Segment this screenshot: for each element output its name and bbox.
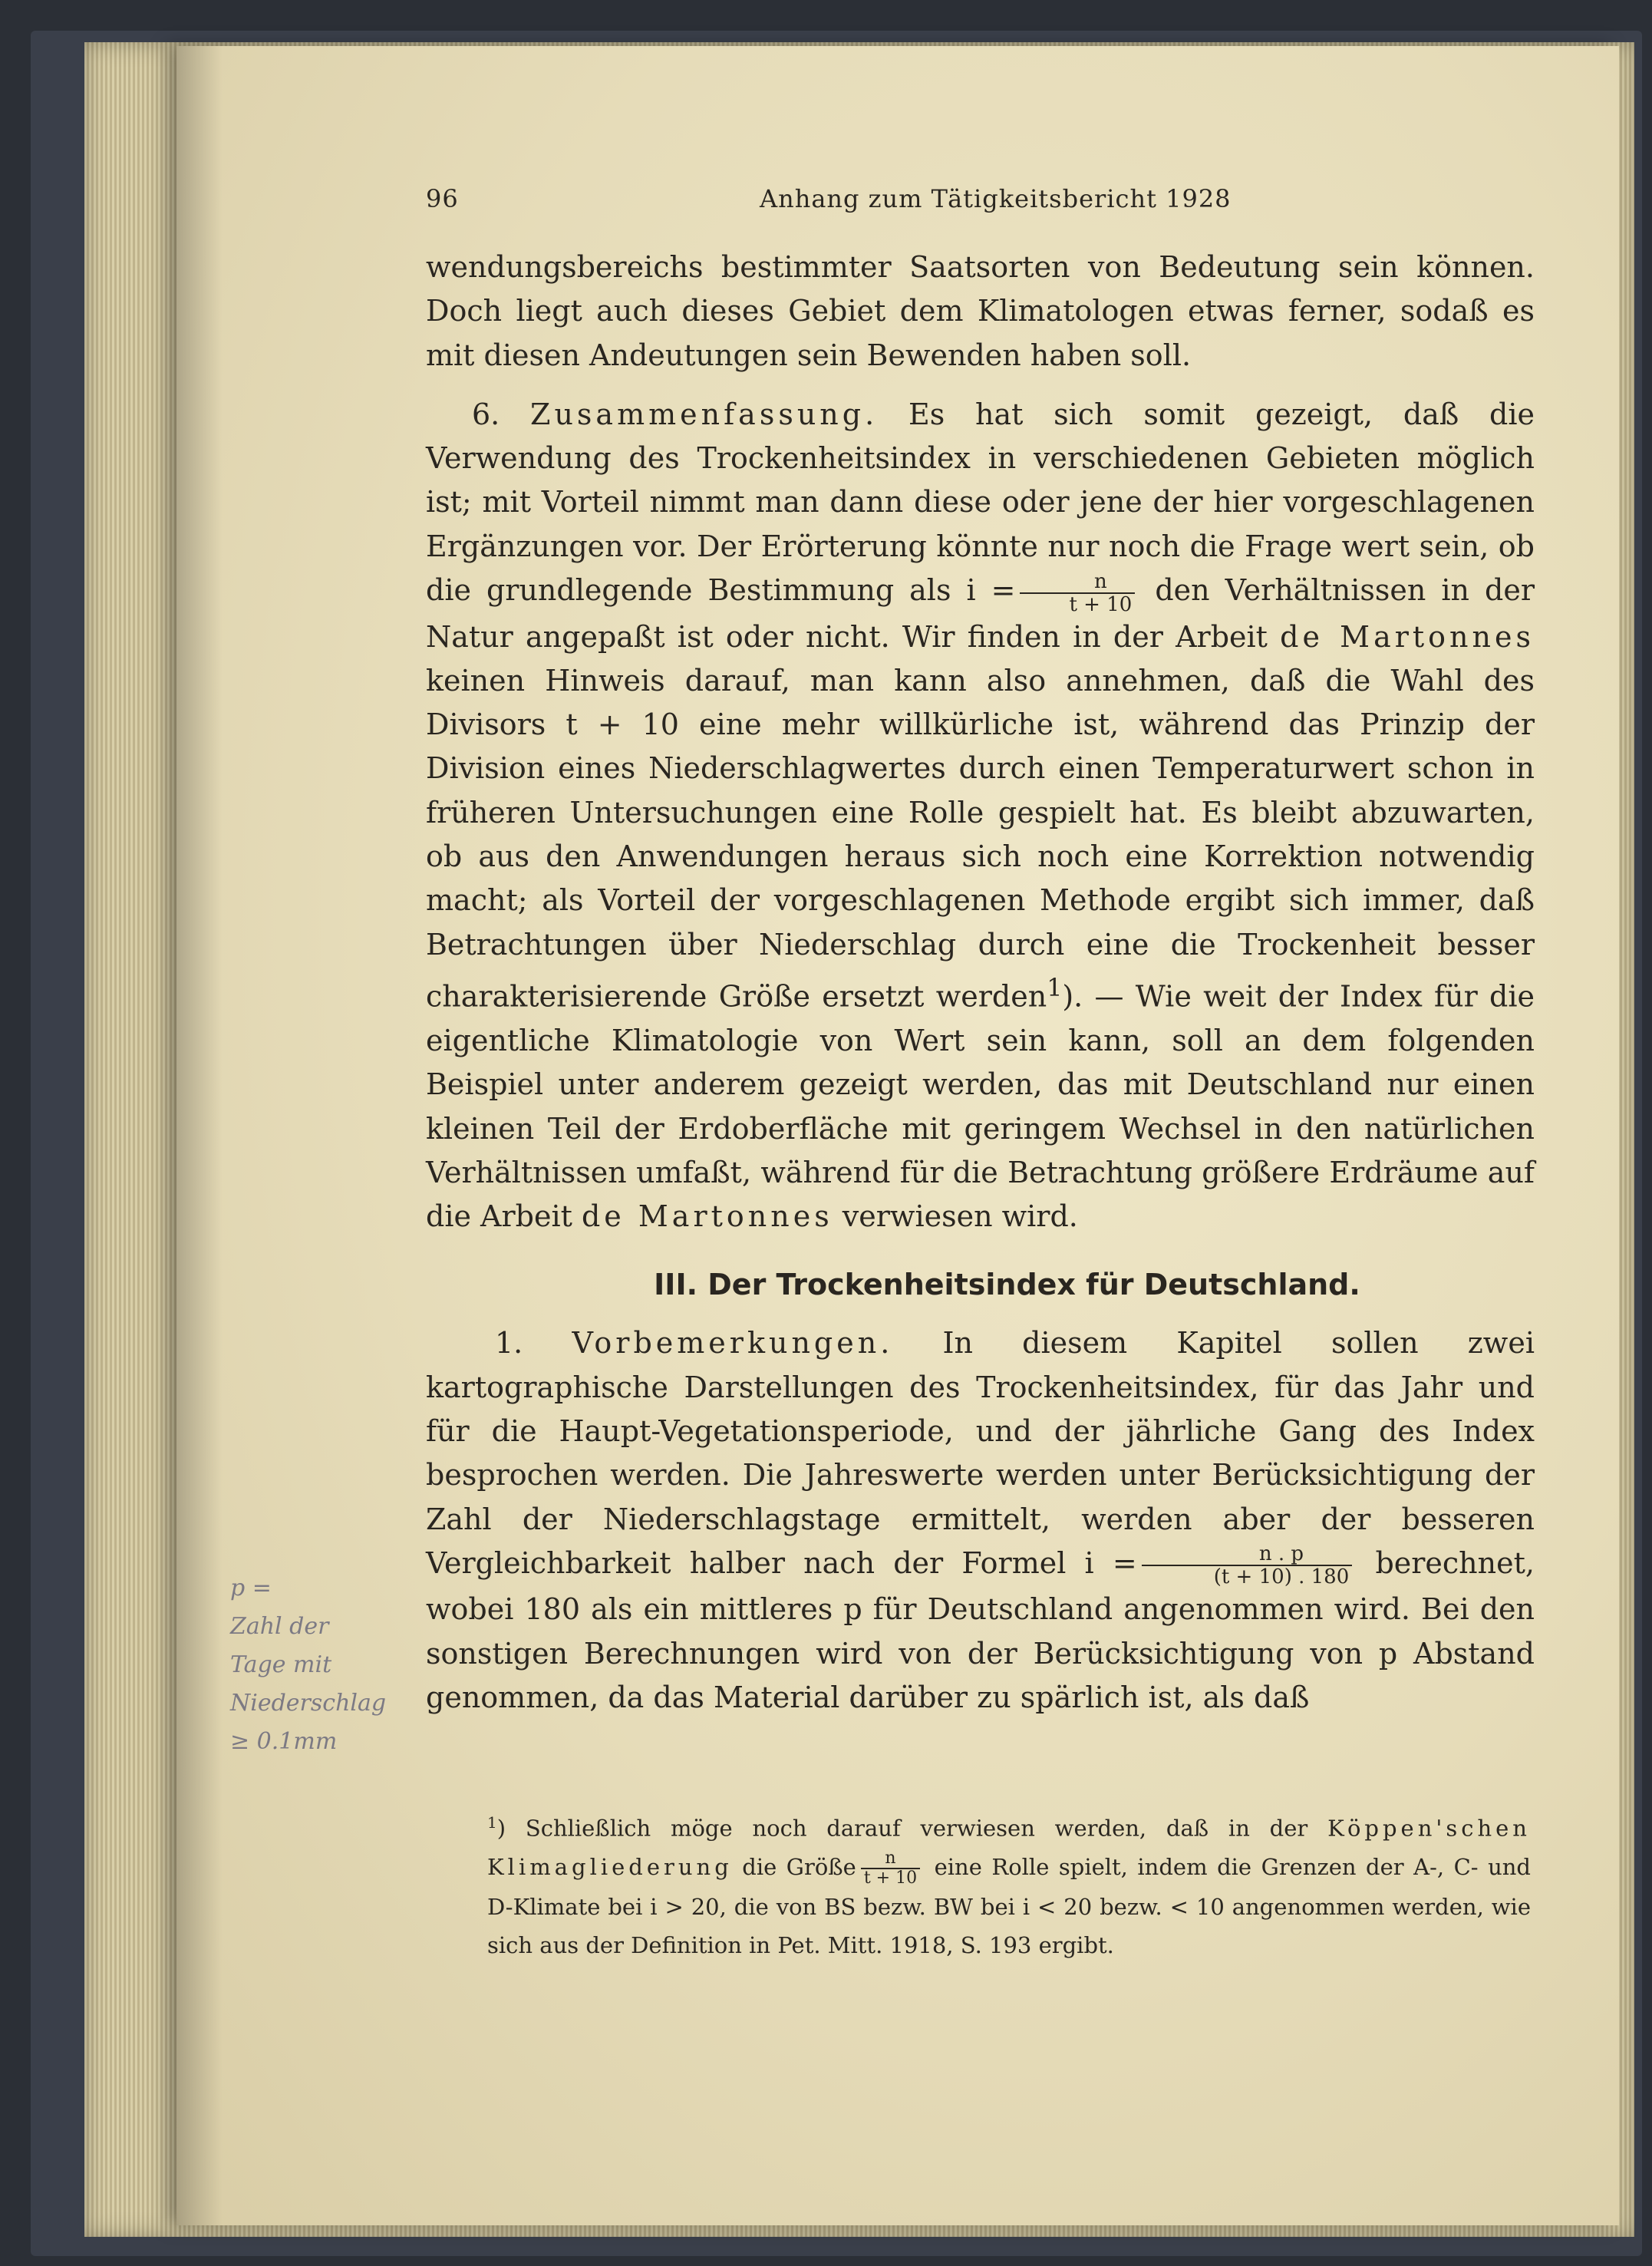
subsection-heading: Vorbemerkungen. xyxy=(572,1326,894,1361)
footnote-text: Schließlich möge noch darauf verwiesen werden, daß in der xyxy=(525,1815,1308,1842)
handwritten-line: Zahl der xyxy=(230,1613,329,1640)
paragraph-2-text: ). — Wie weit der Index für die eigentliche Klimatologie von Wert sein kann, soll an dem folgenden Beispiel unter anderem gezeigt werden, das mit Deutschland nur einen kleinen Teil der Erdoberfläche mit geringem Wechsel in den natürlichen Verhältnissen umfaßt, während für die Betrachtung größere Erdräume auf die Arbeit xyxy=(426,979,1535,1234)
page-number: 96 xyxy=(426,184,459,213)
paragraph-3-text: berechnet, wobei 180 als ein mittleres p für Deutschland angenommen wird. Bei den sonstigen Berechnungen wird von der Berücksichtigung von p Abstand genommen, da das Material darüber zu spärlich ist, als daß xyxy=(426,1545,1535,1714)
paragraph-2-text: verwiesen wird. xyxy=(842,1199,1078,1234)
running-header xyxy=(426,184,1531,230)
section-number: 1. xyxy=(495,1326,523,1361)
handwritten-line: ≥ 0.1mm xyxy=(230,1728,338,1755)
chapter-heading: III. Der Trockenheitsindex für Deutschland. xyxy=(654,1268,1360,1302)
fraction-denominator: (t + 10) . 180 xyxy=(1213,1565,1350,1589)
fraction-numerator: n xyxy=(1020,571,1135,594)
fraction-numerator: n . p xyxy=(1142,1543,1353,1566)
footnote-text: die Größe xyxy=(742,1853,856,1880)
fraction-denominator: t + 10 xyxy=(863,1868,918,1888)
paragraph-3-text: In diesem Kapitel sollen zwei kartographische Darstellungen des Trockenheitsindex, für das Jahr und für die Haupt-Vegetationsperiode, und der jährliche Gang des Index besprochen werden. Die Jahreswerte werden unter Berücksichtigung der Zahl der Niederschlagstage ermittelt, werden aber der besseren Vergleichbarkeit halber nach der Formel i = xyxy=(426,1326,1535,1580)
paragraph-2-text: keinen Hinweis darauf, man kann also annehmen, daß die Wahl des Divisors t + 10 eine mehr willkürliche ist, während das Prinzip der Division eines Niederschlagwertes durch einen Temperaturwert schon in früheren Untersuchungen eine Rolle gespielt hat. Es bleibt abzuwarten, ob aus den Anwendungen heraus sich noch eine Korrektion notwendig macht; als Vorteil der vorgeschlagenen Methode ergibt sich immer, daß Betrachtungen über Niederschlag durch eine die Trockenheit besser charakterisierende Größe ersetzt werden xyxy=(426,663,1535,1014)
paragraph-2 xyxy=(426,393,1535,1239)
footnote-text: eine Rolle spielt, indem die Grenzen der A-, C- und D-Klimate bei i > 20, die von BS bezw. BW bei i < 20 bezw. < 10 angenommen werden, wie sich aus der Definition in Pet. Mitt. 1918, S. 193 ergibt. xyxy=(487,1853,1531,1958)
paragraph-2-text: den Verhältnissen in der Natur angepaßt ist oder nicht. Wir finden in der Arbeit xyxy=(426,573,1535,654)
subsection-heading: Zusammenfassung. xyxy=(530,397,879,431)
paragraph-1: wendungsbereichs bestimmter Saatsorten von Bedeutung sein können. Doch liegt auch dieses Gebiet dem Klimatologen etwas ferner, sodaß es mit diesen Andeutungen sein Bewenden haben soll. xyxy=(426,250,1535,372)
formula-fraction xyxy=(861,1849,920,1888)
handwritten-line: Tage mit xyxy=(230,1651,332,1678)
paragraph-3 xyxy=(426,1321,1535,1720)
paragraph-2-text: Es hat sich somit gezeigt, daß die Verwendung des Trockenheitsindex in verschiedenen Gebieten möglich ist; mit Vorteil nimmt man dann diese oder jene der hier vorgeschlagenen Ergänzungen vor. Der Erörterung könnte nur noch die Frage wert sein, ob die grundlegende Bestimmung als i = xyxy=(426,397,1535,608)
fraction-denominator: t + 10 xyxy=(1069,592,1133,616)
footnote-marker: 1 xyxy=(487,1813,497,1832)
footnote-reference: 1 xyxy=(1047,974,1063,1002)
handwritten-line: p = xyxy=(230,1575,272,1601)
author-name: de Martonnes xyxy=(1280,619,1535,654)
spine-shadow xyxy=(176,46,223,2225)
formula-fraction xyxy=(1020,571,1135,615)
author-name: Köppen'schen Klimagliederung xyxy=(487,1815,1531,1880)
main-text xyxy=(426,246,1535,1720)
formula-fraction xyxy=(1142,1543,1353,1588)
footnote-body: $^1$) Schließlich möge noch darauf verwiesen werden, daß in der Köppen'schen Klimagliederung die Größe $\frac{n}{t + 10}$ eine Rolle spielt, indem die Grenzen der A-, C- und D-Klimate bei i > 20, die von BS bezw. BW bei i < 20 bezw. < 10 angenommen werden, wie sich aus der Definition in Pet. Mitt. 1918, S. 193 ergibt. xyxy=(487,1813,1531,1958)
fraction-numerator: n xyxy=(861,1849,920,1869)
handwritten-margin-note xyxy=(230,1569,399,1761)
footnote xyxy=(426,1803,1531,1964)
section-number: 6. xyxy=(472,397,500,431)
handwritten-line: Niederschlag xyxy=(230,1690,387,1717)
running-title: Anhang zum Tätigkeitsbericht 1928 xyxy=(760,184,1232,213)
author-name: de Martonnes xyxy=(581,1199,833,1234)
